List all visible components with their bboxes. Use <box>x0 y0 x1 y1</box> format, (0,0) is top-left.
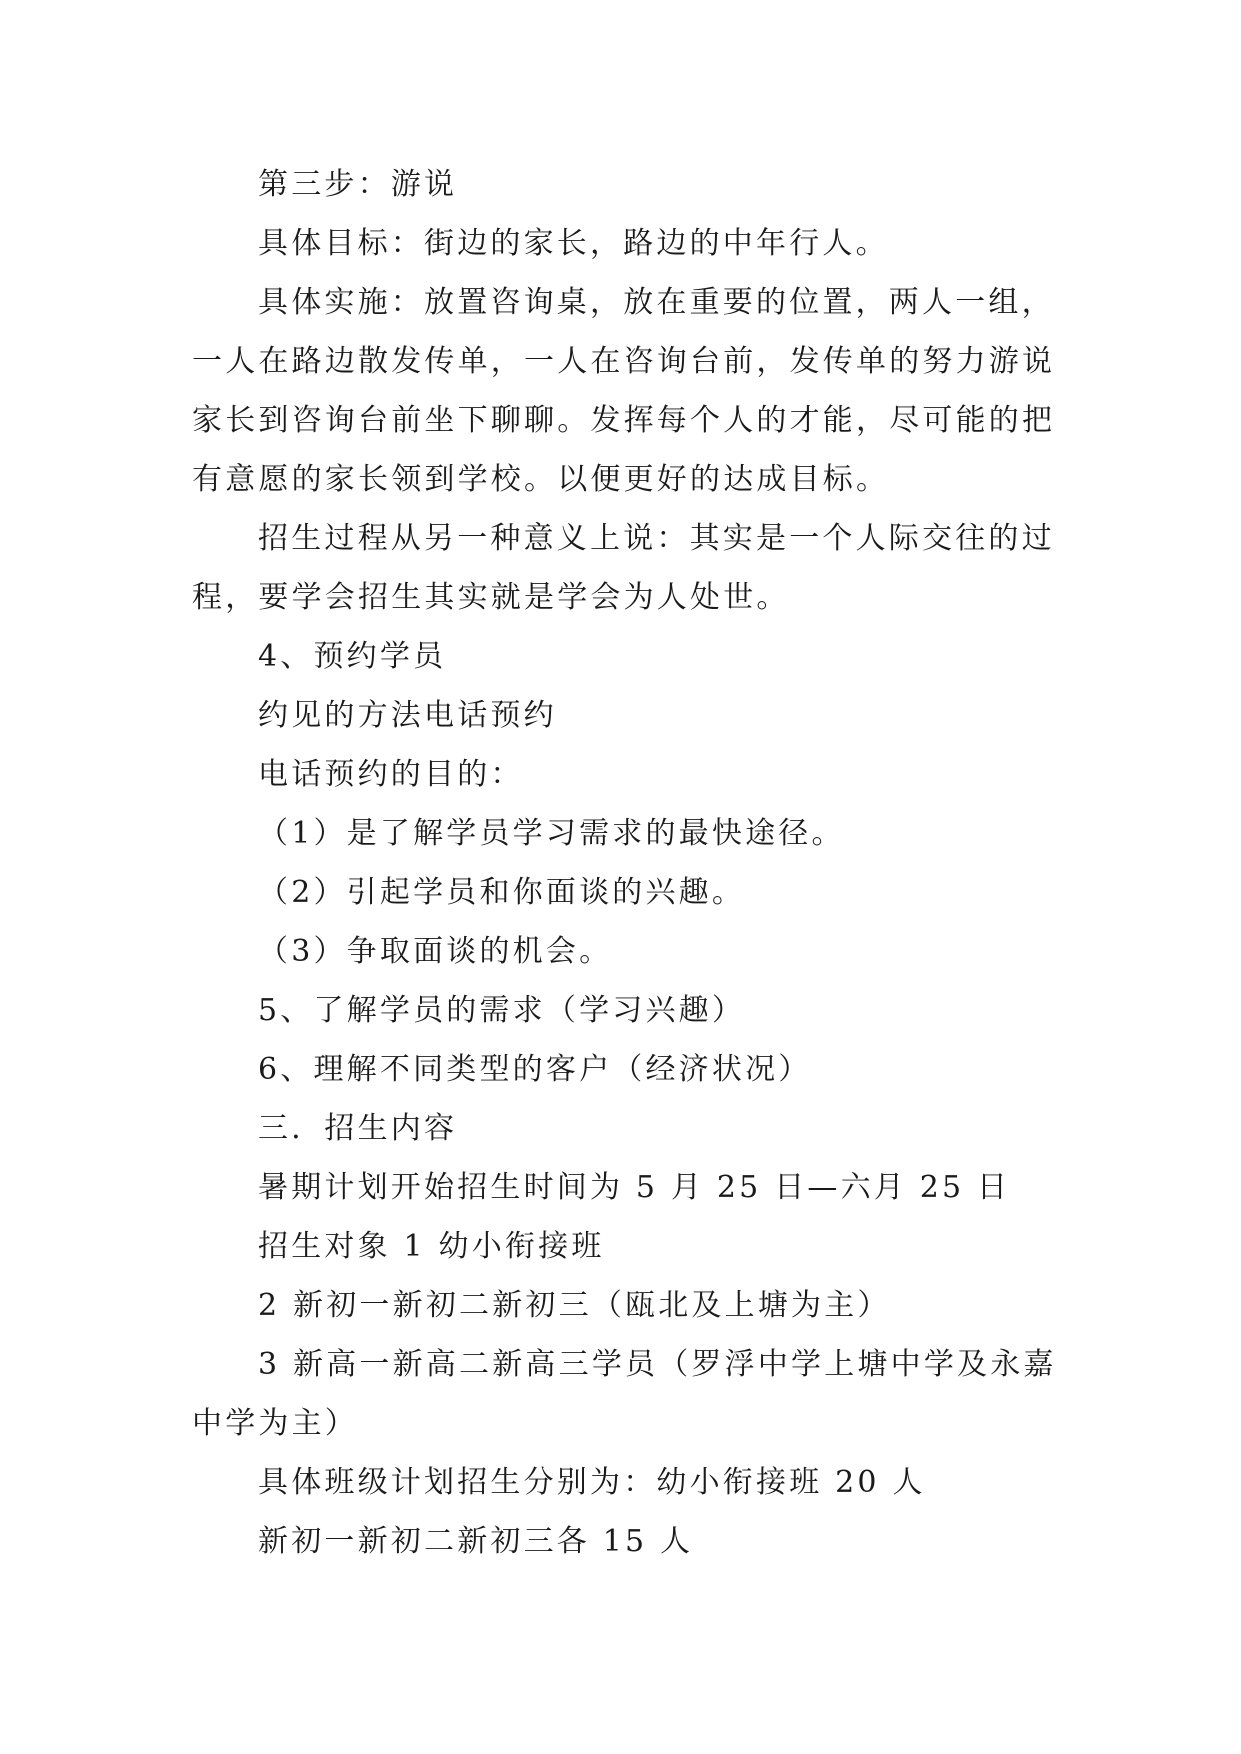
paragraph-line: 具体目标：街边的家长，路边的中年行人。 <box>258 226 889 261</box>
list-item: （2）引起学员和你面谈的兴趣。 <box>258 875 746 910</box>
paragraph-line: 新初一新初二新初三各 15 人 <box>258 1524 694 1559</box>
list-item: （3）争取面谈的机会。 <box>258 934 613 969</box>
section-heading: 6、理解不同类型的客户（经济状况） <box>258 1052 812 1087</box>
paragraph-line: 家长到咨询台前坐下聊聊。发挥每个人的才能，尽可能的把 <box>192 403 1056 438</box>
paragraph-line: 2 新初一新初二新初三（瓯北及上塘为主） <box>258 1288 891 1323</box>
step-three-heading: 第三步：游说 <box>258 167 458 202</box>
paragraph-line: 具体班级计划招生分别为：幼小衔接班 20 人 <box>258 1465 926 1500</box>
paragraph-line: 程，要学会招生其实就是学会为人处世。 <box>192 580 790 615</box>
paragraph-line: 有意愿的家长领到学校。以便更好的达成目标。 <box>192 462 890 497</box>
list-item: （1）是了解学员学习需求的最快途径。 <box>258 816 845 851</box>
paragraph-line: 约见的方法电话预约 <box>258 698 557 733</box>
paragraph-line: 一人在路边散发传单，一人在咨询台前，发传单的努力游说 <box>192 344 1056 379</box>
paragraph-line: 3 新高一新高二新高三学员（罗浮中学上塘中学及永嘉 <box>258 1347 1057 1382</box>
paragraph-line: 暑期计划开始招生时间为 5 月 25 日—六月 25 日 <box>258 1170 1011 1205</box>
section-heading: 三．招生内容 <box>258 1111 458 1146</box>
section-heading: 4、预约学员 <box>258 639 447 674</box>
paragraph-line: 电话预约的目的： <box>258 757 524 792</box>
paragraph-line: 招生过程从另一种意义上说：其实是一个人际交往的过 <box>258 521 1055 556</box>
section-heading: 5、了解学员的需求（学习兴趣） <box>258 993 746 1028</box>
paragraph-line: 具体实施：放置咨询桌，放在重要的位置，两人一组， <box>258 285 1055 320</box>
paragraph-line: 中学为主） <box>192 1406 358 1441</box>
paragraph-line: 招生对象 1 幼小衔接班 <box>258 1229 605 1264</box>
